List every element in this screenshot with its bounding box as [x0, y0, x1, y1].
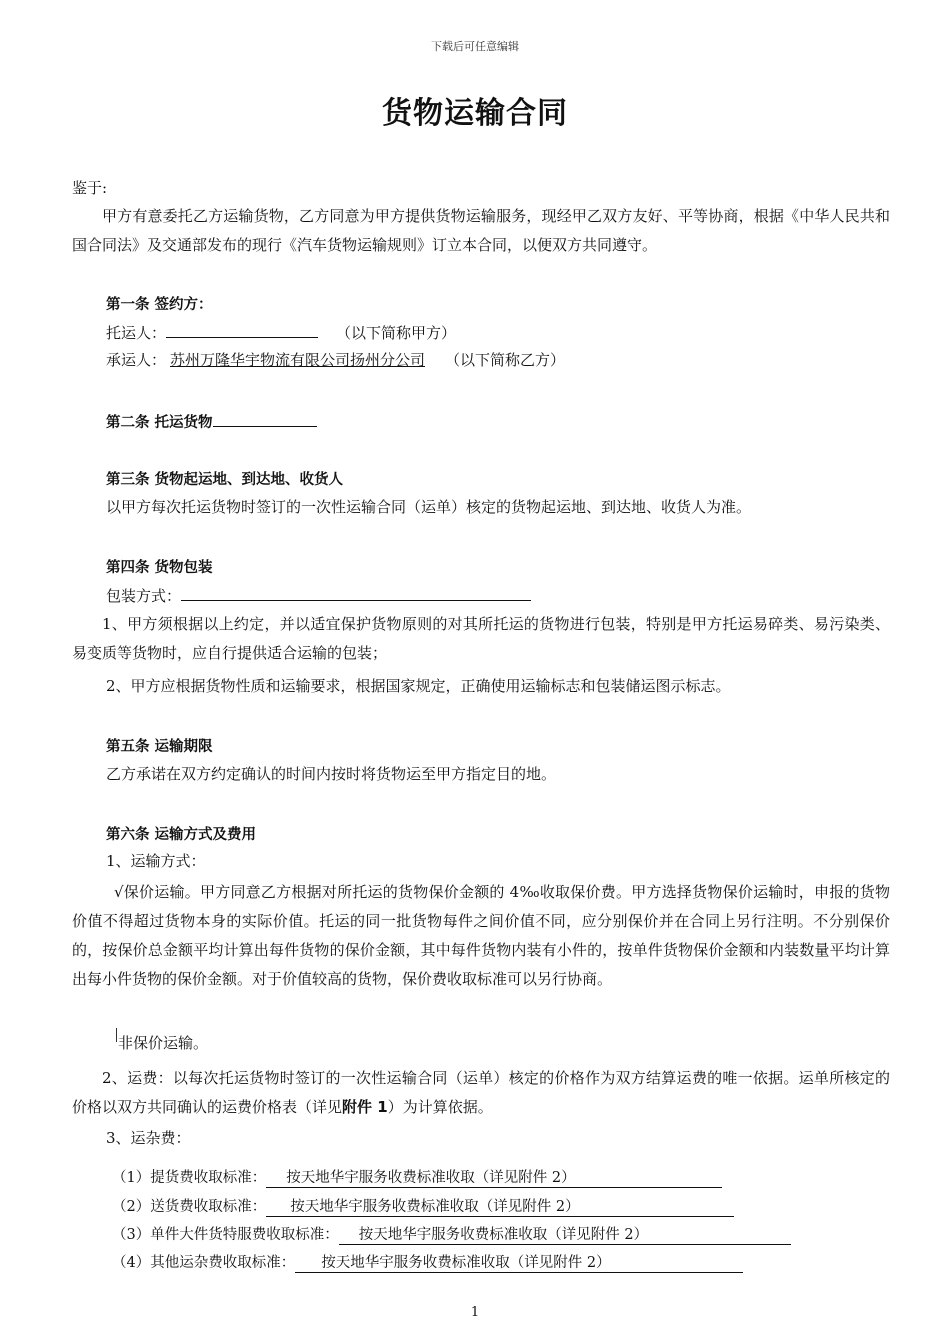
document-title: 货物运输合同 [382, 96, 568, 131]
fee-label: （2）送货费收取标准： [112, 1199, 267, 1215]
freight-text-b: ）为计算依据。 [387, 1098, 493, 1116]
preamble-label: 鉴于: [72, 179, 108, 197]
article4-heading: 第四条 货物包装 [106, 560, 213, 576]
uninsured-transport: 非保价运输。 [118, 1034, 209, 1052]
packaging-label: 包装方式： [106, 587, 182, 605]
article2-heading: 第二条 托运货物 [106, 415, 213, 431]
packaging-line [106, 584, 531, 606]
annex1-ref: 附件 1 [342, 1098, 388, 1116]
fee-value: 按天地华宇服务收费标准收取（详见附件 2） [266, 1166, 722, 1188]
fee-row [112, 1251, 743, 1273]
cargo-blank[interactable] [213, 410, 317, 427]
article5-text: 乙方承诺在双方约定确认的时间内按时将货物运至甲方指定目的地。 [106, 765, 557, 783]
fee-row [112, 1166, 722, 1188]
shipper-line [106, 321, 456, 343]
fee-value: 按天地华宇服务收费标准收取（详见附件 2） [266, 1195, 734, 1217]
misc-fee-label: 3、运杂费： [106, 1129, 191, 1147]
article3-heading: 第三条 货物起运地、到达地、收货人 [106, 472, 344, 488]
article4-item2: 2、甲方应根据货物性质和运输要求，根据国家规定，正确使用运输标志和包装储运图示标志。 [106, 677, 731, 695]
carrier-line [106, 350, 565, 370]
page-number: 1 [470, 1305, 480, 1320]
fee-row [112, 1195, 734, 1217]
preamble-text: 甲方有意委托乙方运输货物，乙方同意为甲方提供货物运输服务，现经甲乙双方友好、平等协商，根据《中华人民共和国合同法》及交通部发布的现行《汽车货物运输规则》订立本合同，以便双方共同遵守。 [72, 207, 890, 254]
freight-text-a: 2、运费：以每次托运货物时签订的一次性运输合同（运单）核定的价格作为双方结算运费的唯一依据。运单所核定的价格以双方共同确认的运费价格表（详见 [72, 1069, 890, 1116]
carrier-label: 承运人： [106, 351, 167, 369]
fee-row [112, 1223, 791, 1245]
page-header: 下载后可任意编辑 [431, 40, 519, 53]
transport-method-label: 1、运输方式： [106, 852, 206, 870]
fee-value: 按天地华宇服务收费标准收取（详见附件 2） [339, 1223, 791, 1245]
fee-label: （3）单件大件货特服费收取标准： [112, 1227, 339, 1243]
article3-text: 以甲方每次托运货物时签订的一次性运输合同（运单）核定的货物起运地、到达地、收货人为准。 [106, 498, 752, 516]
shipper-note: （以下简称甲方） [336, 324, 457, 342]
fee-label: （1）提货费收取标准： [112, 1170, 267, 1186]
article1-heading: 第一条 签约方： [106, 297, 213, 313]
carrier-name: 苏州万隆华宇物流有限公司扬州分公司 [170, 351, 426, 369]
fee-label: （4）其他运杂费收取标准： [112, 1255, 296, 1271]
carrier-note: （以下简称乙方） [445, 351, 566, 369]
article6-heading: 第六条 运输方式及费用 [106, 827, 257, 843]
text-cursor [116, 1028, 117, 1042]
article4-item1: 1、甲方须根据以上约定，并以适宜保护货物原则的对其所托运的货物进行包装，特别是甲方托运易碎类、易污染类、易变质等货物时，应自行提供适合运输的包装； [72, 615, 890, 662]
shipper-label: 托运人： [106, 324, 167, 342]
article5-heading: 第五条 运输期限 [106, 739, 213, 755]
packaging-blank[interactable] [181, 584, 531, 601]
freight-clause [72, 1064, 890, 1122]
insured-transport: √保价运输。甲方同意乙方根据对所托运的货物保价金额的 4‰收取保价费。甲方选择货物保价运输时，申报的货物价值不得超过货物本身的实际价值。托运的同一批货物每件之间价值不同，应分别保价并在合同上另行注明。不分别保价的，按保价总金额平均计算出每件货物的保价金额，其中每件货物内装有小件的，按单件货物保价金额和内装数量平均计算出每小件货物的保价金额。对于价值较高的货物，保价费收取标准可以另行协商。 [72, 883, 890, 988]
fee-value: 按天地华宇服务收费标准收取（详见附件 2） [295, 1251, 743, 1273]
shipper-blank[interactable] [166, 321, 318, 338]
article2-line [106, 410, 317, 432]
